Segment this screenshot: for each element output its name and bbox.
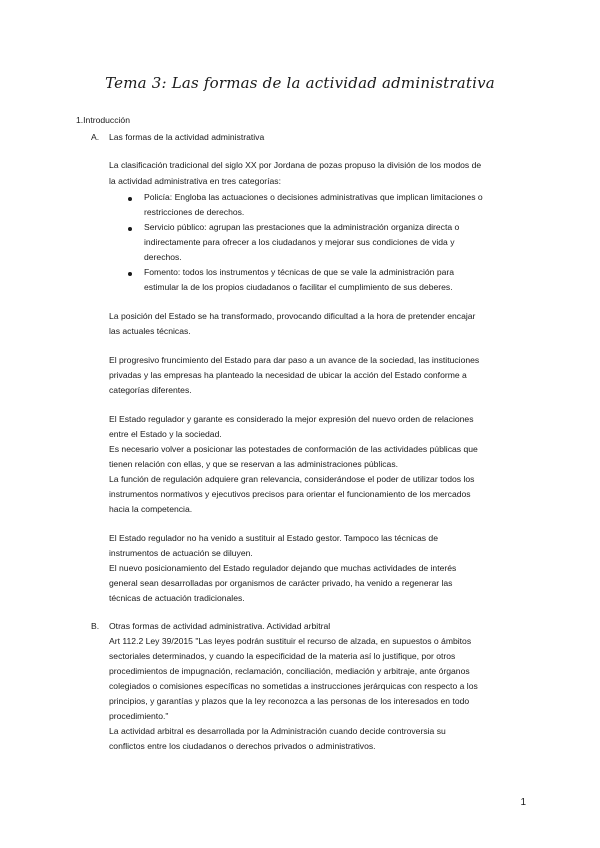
paragraph-4-line-2: instrumentos de actuación se diluyen. — [109, 548, 253, 558]
paragraph-2-line-2: privadas y las empresas ha planteado la necesidad de ubicar la acción del Estado conforme a — [109, 370, 467, 380]
paragraph-3-line-6: instrumentos normativos y ejecutivos precisos para orientar el funcionamiento de los mercados — [109, 489, 471, 499]
paragraph-3-line-4: tienen relación con ellas, y que se reservan a las administraciones públicas. — [109, 459, 399, 469]
paragraph-4-line-5: técnicas de actuación tradicionales. — [109, 593, 245, 603]
bullet-icon — [128, 227, 132, 231]
paragraph-3-line-7: hacia la competencia. — [109, 504, 193, 514]
article-line-3: procedimientos de impugnación, reclamación, conciliación, mediación y arbitraje, ante órganos — [109, 666, 470, 676]
subsection-a-marker: A. — [91, 132, 100, 142]
paragraph-4-line-4: general sean desarrolladas por organismos de carácter privado, ha venido a regenerar las — [109, 578, 453, 588]
bullet-3-line-1: Fomento: todos los instrumentos y técnicas de que se vale la administración para — [144, 267, 455, 277]
paragraph-2-line-1: El progresivo fruncimiento del Estado para dar paso a un avance de la sociedad, las instituciones — [109, 355, 480, 365]
subsection-b-marker: B. — [91, 621, 100, 631]
paragraph-3-line-5: La función de regulación adquiere gran relevancia, considerándose el poder de utilizar todos los — [109, 474, 475, 484]
article-line-6: procedimiento." — [109, 711, 169, 721]
paragraph-3-line-2: entre el Estado y la sociedad. — [109, 429, 222, 439]
document-title: Tema 3: Las formas de la actividad administrativa — [105, 74, 495, 92]
bullet-3-line-2: estimular la de los propios ciudadanos o facilitar el cumplimiento de sus deberes. — [144, 282, 453, 292]
bullet-1-line-1: Policía: Engloba las actuaciones o decisiones administrativas que implican limitaciones o — [144, 192, 483, 202]
bullet-icon — [128, 272, 132, 276]
article-line-4: colegiados o comisiones específicas no sometidas a instrucciones jerárquicas con respecto a los — [109, 681, 478, 691]
bullet-1-line-2: restricciones de derechos. — [144, 207, 245, 217]
page-number: 1 — [520, 797, 526, 808]
bullet-2-line-1: Servicio público: agrupan las prestaciones que la administración organiza directa o — [144, 222, 460, 232]
bullet-2-line-3: derechos. — [144, 252, 182, 262]
subsection-b-title: Otras formas de actividad administrativa. Actividad arbitral — [109, 621, 331, 631]
intro-line-1: La clasificación tradicional del siglo XX por Jordana de pozas propuso la división de los modos de — [109, 160, 482, 170]
article-line-2: sectoriales determinados, y cuando la especificidad de la materia así lo justifique, por otros — [109, 651, 456, 661]
paragraph-2-line-3: categorías diferentes. — [109, 385, 192, 395]
paragraph-4-line-3: El nuevo posicionamiento del Estado regulador dejando que muchas actividades de interés — [109, 563, 457, 573]
section-heading: 1.Introducción — [76, 115, 130, 125]
subsection-a-title: Las formas de la actividad administrativa — [109, 132, 265, 142]
paragraph-3-line-1: El Estado regulador y garante es considerado la mejor expresión del nuevo orden de relaciones — [109, 414, 474, 424]
article-line-1: Art 112.2 Ley 39/2015 "Las leyes podrán sustituir el recurso de alzada, en supuestos o ámbitos — [109, 636, 472, 646]
article-line-7: La actividad arbitral es desarrollada por la Administración cuando decide controversia su — [109, 726, 446, 736]
article-line-5: principios, y garantías y plazos que la ley reconozca a las personas de los interesados en todo — [109, 696, 470, 706]
bullet-icon — [128, 197, 132, 201]
paragraph-1-line-1: La posición del Estado se ha transformado, provocando dificultad a la hora de pretender encajar — [109, 311, 476, 321]
article-line-8: conflictos entre los ciudadanos o derechos privados o administrativos. — [109, 741, 376, 751]
paragraph-4-line-1: El Estado regulador no ha venido a sustituir al Estado gestor. Tampoco las técnicas de — [109, 533, 438, 543]
intro-line-2: la actividad administrativa en tres categorías: — [109, 176, 281, 186]
paragraph-1-line-2: las actuales técnicas. — [109, 326, 191, 336]
bullet-2-line-2: indirectamente para ofrecer a los ciudadanos y mejorar sus condiciones de vida y — [144, 237, 455, 247]
paragraph-3-line-3: Es necesario volver a posicionar las potestades de conformación de las actividades públicas que — [109, 444, 478, 454]
